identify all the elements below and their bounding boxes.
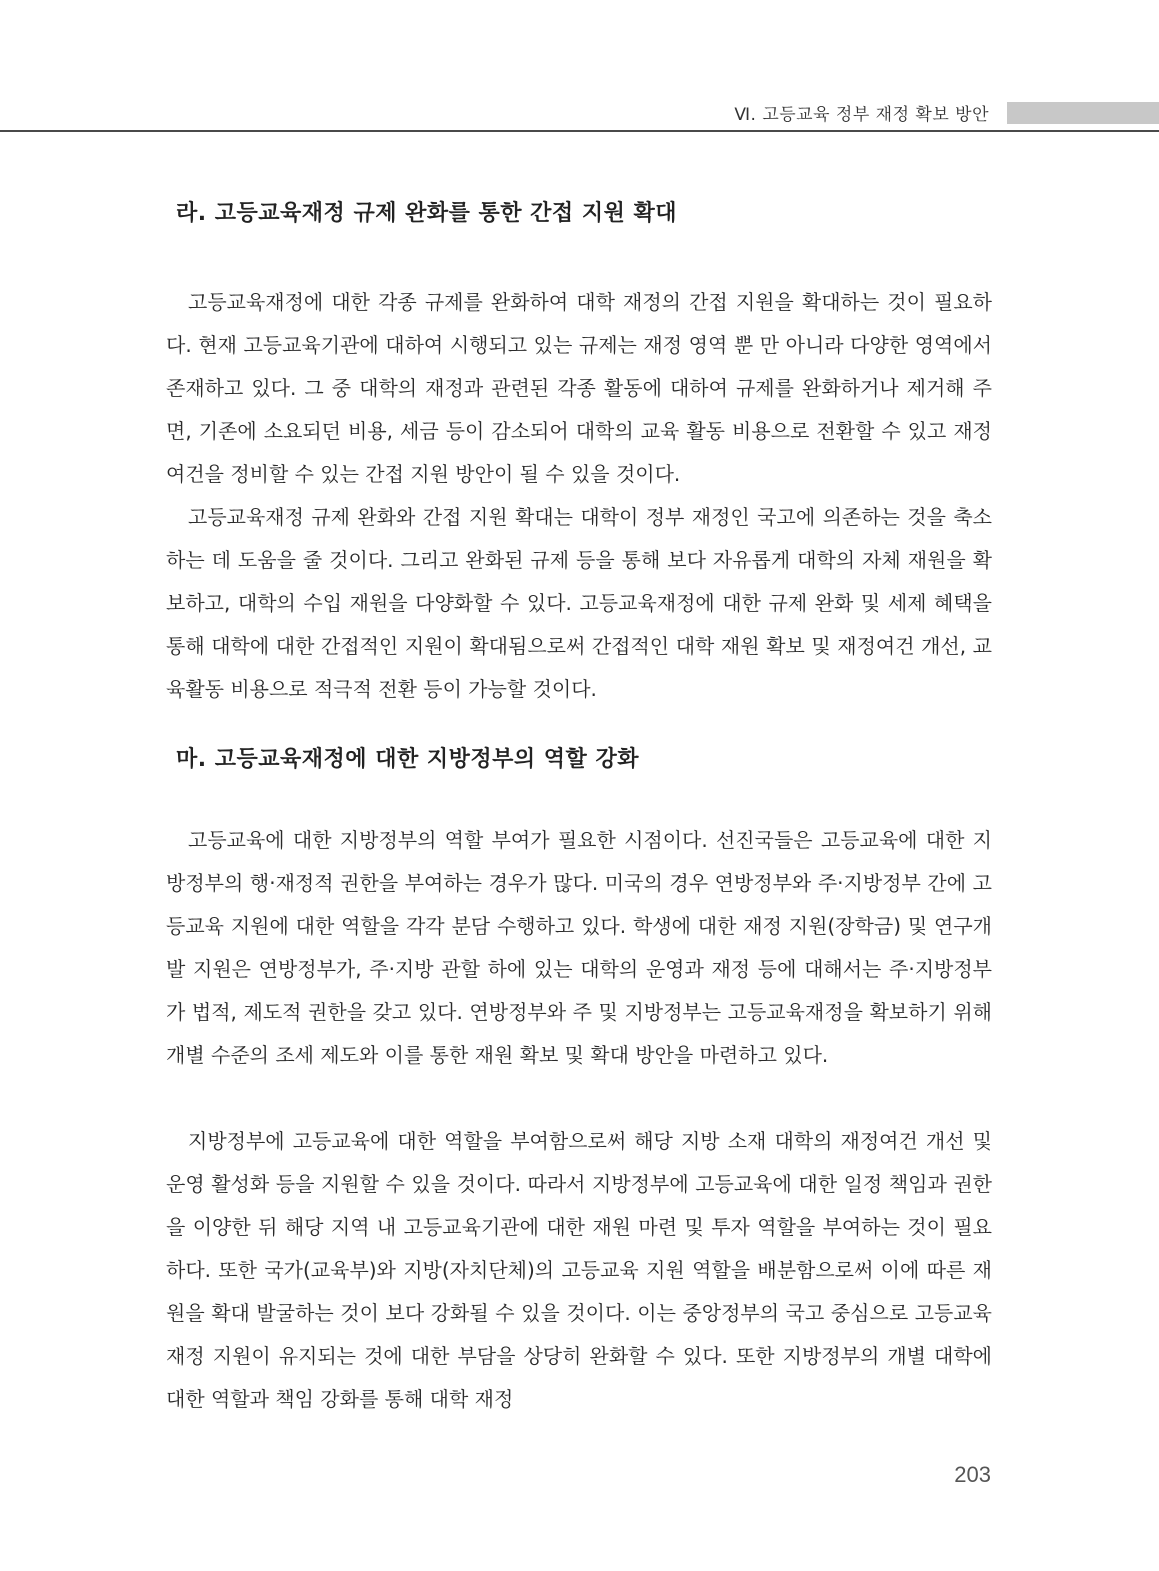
paragraph: 고등교육재정에 대한 각종 규제를 완화하여 대학 재정의 간접 지원을 확대하는 것이 필요하다. 현재 고등교육기관에 대하여 시행되고 있는 규제는 재정 영역 뿐 만 아니라 다양한 영역에서 존재하고 있다. 그 중 대학의 재정과 관련된 각종 활동에 대하여 규제를 완화하거나 제거해 주면, 기존에 소요되던 비용, 세금 등이 감소되어 대학의 교육 활동 비용으로 전환할 수 있고 재정여건을 정비할 수 있는 간접 지원 방안이 될 수 있을 것이다. xyxy=(166,290,992,486)
paragraph: 고등교육재정 규제 완화와 간접 지원 확대는 대학이 정부 재정인 국고에 의존하는 것을 축소하는 데 도움을 줄 것이다. 그리고 완화된 규제 등을 통해 보다 자유롭게 대학의 자체 재원을 확보하고, 대학의 수입 재원을 다양화할 수 있다. 고등교육재정에 대한 규제 완화 및 세제 혜택을 통해 대학에 대한 간접적인 지원이 확대됨으로써 간접적인 대학 재원 확보 및 재정여건 개선, 교육활동 비용으로 적극적 전환 등이 가능할 것이다. xyxy=(166,505,992,701)
header-tab-bar xyxy=(1007,102,1159,124)
header-rule xyxy=(0,130,1159,132)
running-header xyxy=(0,92,1159,132)
running-title: Ⅵ. 고등교육 정부 재정 확보 방안 xyxy=(734,105,989,125)
section-heading-ra: 라. 고등교육재정 규제 완화를 통한 간접 지원 확대 xyxy=(176,201,678,226)
paragraph: 지방정부에 고등교육에 대한 역할을 부여함으로써 해당 지방 소재 대학의 재정여건 개선 및 운영 활성화 등을 지원할 수 있을 것이다. 따라서 지방정부에 고등교육에 대한 일정 책임과 권한을 이양한 뒤 해당 지역 내 고등교육기관에 대한 재원 마련 및 투자 역할을 부여하는 것이 필요하다. 또한 국가(교육부)와 지방(자치단체)의 고등교육 지원 역할을 배분함으로써 이에 따른 재원을 확대 발굴하는 것이 보다 강화될 수 있을 것이다. 이는 중앙정부의 국고 중심으로 고등교육재정 지원이 유지되는 것에 대한 부담을 상당히 완화할 수 있다. 또한 지방정부의 개별 대학에 대한 역할과 책임 강화를 통해 대학 재정 xyxy=(166,1129,992,1411)
page-number: 203 xyxy=(954,1462,991,1487)
section-heading-ma: 마. 고등교육재정에 대한 지방정부의 역할 강화 xyxy=(176,747,639,772)
paragraph: 고등교육에 대한 지방정부의 역할 부여가 필요한 시점이다. 선진국들은 고등교육에 대한 지방정부의 행·재정적 권한을 부여하는 경우가 많다. 미국의 경우 연방정부와 주·지방정부 간에 고등교육 지원에 대한 역할을 각각 분담 수행하고 있다. 학생에 대한 재정 지원(장학금) 및 연구개발 지원은 연방정부가, 주·지방 관할 하에 있는 대학의 운영과 재정 등에 대해서는 주·지방정부가 법적, 제도적 권한을 갖고 있다. 연방정부와 주 및 지방정부는 고등교육재정을 확보하기 위해 개별 수준의 조세 제도와 이를 통한 재원 확보 및 확대 방안을 마련하고 있다. xyxy=(166,828,992,1067)
